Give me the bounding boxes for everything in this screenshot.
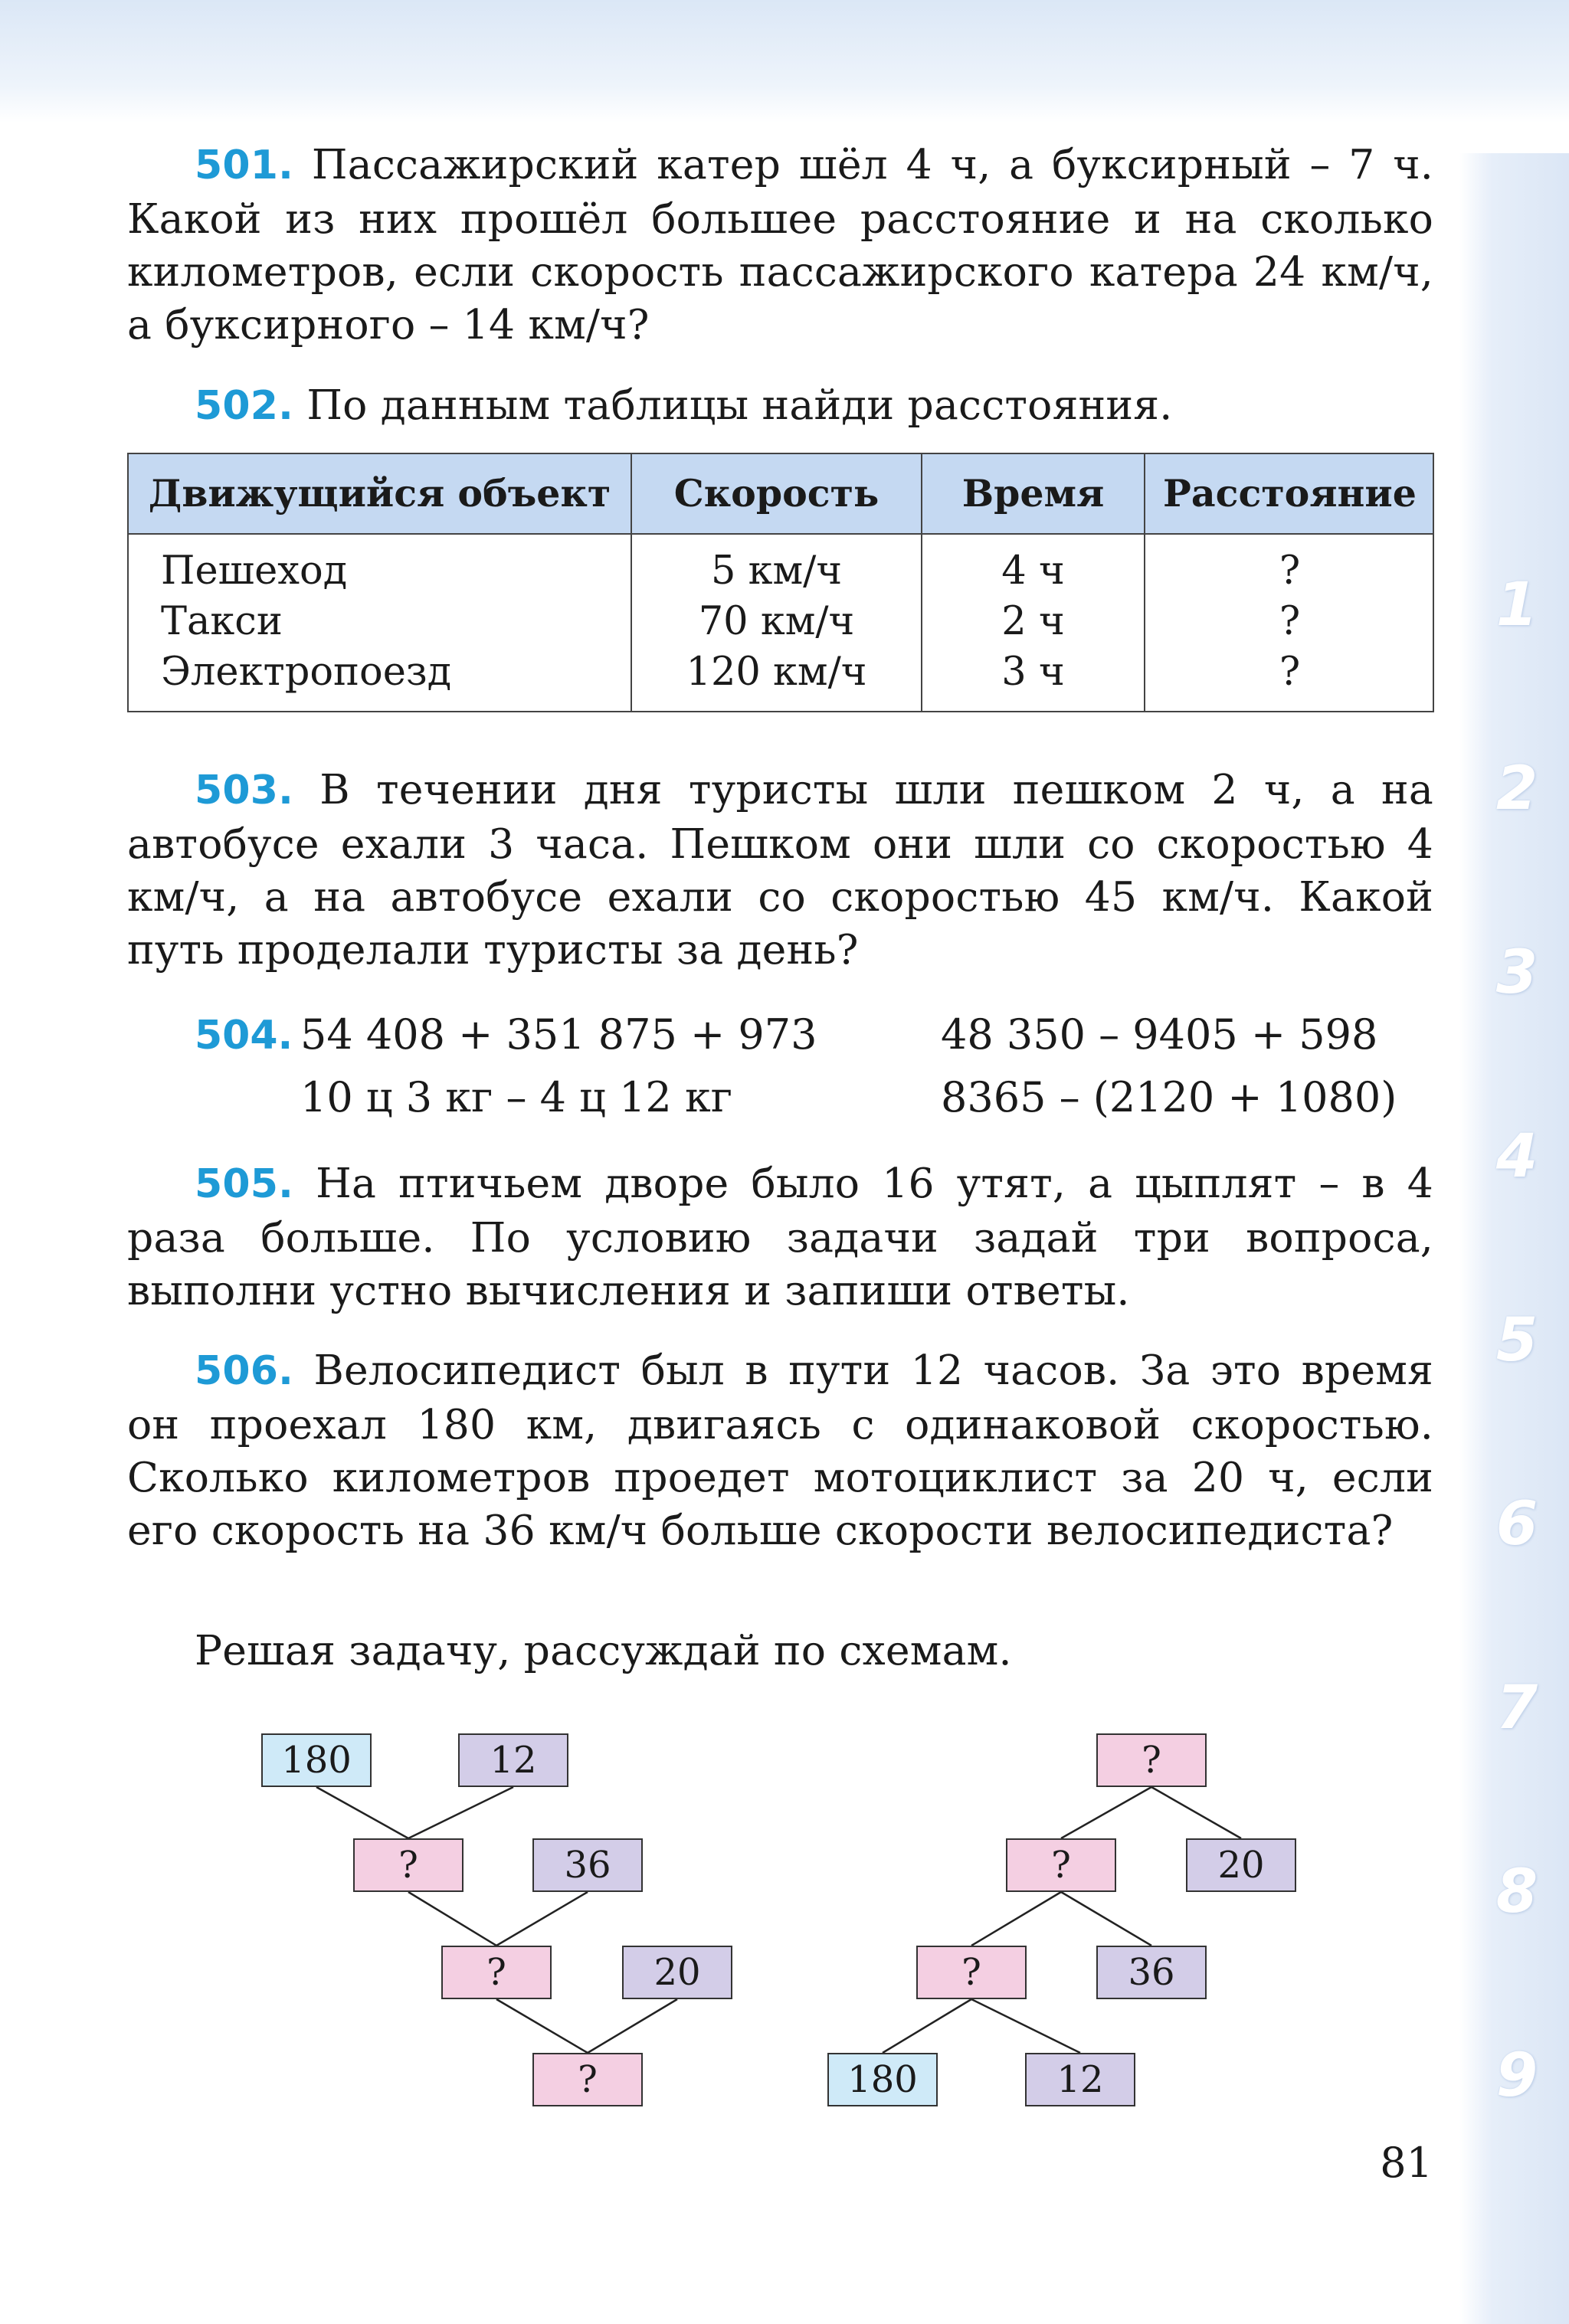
table-cell: Пешеход — [161, 548, 348, 594]
expression: 54 408 + 351 875 + 973 — [300, 1010, 817, 1059]
problem-number: 506. — [195, 1348, 294, 1394]
scheme-box: 12 — [1025, 2053, 1135, 2106]
scheme-box: 36 — [532, 1838, 643, 1892]
chapter-tab-5: 5 — [1495, 1306, 1538, 1375]
chapter-tab-4: 4 — [1495, 1122, 1538, 1191]
chapter-tab-7: 7 — [1495, 1674, 1538, 1743]
problem-number: 502. — [195, 383, 294, 429]
expression: 48 350 – 9405 + 598 — [941, 1010, 1378, 1059]
expression: 10 ц 3 кг – 4 ц 12 кг — [300, 1073, 732, 1121]
scheme-box: 12 — [458, 1733, 568, 1787]
expression: 8365 – (2120 + 1080) — [941, 1073, 1397, 1121]
table-cell: Такси — [161, 599, 283, 644]
scheme-box: ? — [532, 2053, 643, 2106]
header-object: Движущийся объект — [148, 471, 611, 516]
table-cell: ? — [1279, 650, 1301, 695]
scheme-box: 180 — [827, 2053, 938, 2106]
header-time: Время — [961, 471, 1105, 516]
table-cell: Электропоезд — [161, 650, 452, 695]
problem-text: По данным таблицы найди расстояния. — [306, 381, 1173, 429]
table-cell: 2 ч — [1001, 599, 1065, 644]
table-cell: 70 км/ч — [698, 599, 855, 644]
chapter-tab-3: 3 — [1495, 938, 1538, 1007]
problem-number: 501. — [195, 142, 294, 188]
problem-text: Велосипедист был в пути 12 часов. За это время он проехал 180 км, двигаясь с одинаковой скоростью. Сколько километров проедет мотоциклист за 20 ч, если его скорость на 36 км/ч больше скорости велосипедиста? — [127, 1346, 1433, 1554]
chapter-tab-9: 9 — [1495, 2041, 1538, 2110]
scheme-box: 20 — [1186, 1838, 1296, 1892]
table-cell: ? — [1279, 548, 1301, 594]
table-cell: 5 км/ч — [710, 548, 843, 594]
scheme-box: 20 — [622, 1946, 732, 1999]
chapter-tab-1: 1 — [1495, 571, 1538, 640]
chapter-tab-8: 8 — [1495, 1858, 1538, 1926]
problem-number: 503. — [195, 768, 294, 813]
problem-text: В течении дня туристы шли пешком 2 ч, а на автобусе ехали 3 часа. Пешком они шли со скоростью 4 км/ч, а на автобусе ехали со скоростью 45 км/ч. Какой путь проделали туристы за день? — [127, 765, 1433, 974]
scheme-box: 180 — [261, 1733, 372, 1787]
table-cell: ? — [1279, 599, 1301, 644]
scheme-box: ? — [353, 1838, 463, 1892]
table-cell: 3 ч — [1001, 650, 1065, 695]
problem-number: 504. — [195, 1013, 293, 1059]
scheme-box: ? — [441, 1946, 552, 1999]
table-cell: 120 км/ч — [686, 650, 867, 695]
scheme-box: ? — [916, 1946, 1027, 1999]
header-distance: Расстояние — [1163, 471, 1417, 516]
scheme-box: ? — [1006, 1838, 1116, 1892]
scheme-box: ? — [1096, 1733, 1207, 1787]
problem-number: 505. — [195, 1161, 294, 1207]
chapter-tab-6: 6 — [1495, 1490, 1538, 1559]
scheme-box: 36 — [1096, 1946, 1207, 1999]
problem-text: Пассажирский катер шёл 4 ч, а буксирный – 7 ч. Какой из них прошёл большее расстояние и на сколько километров, если скорость пассажирского катера 24 км/ч, а буксирного – 14 км/ч? — [127, 140, 1433, 349]
hint-text: Решая задачу, рассуждай по схемам. — [195, 1626, 1012, 1674]
header-speed: Скорость — [673, 471, 879, 516]
page-number: 81 — [1380, 2139, 1433, 2187]
table-cell: 4 ч — [1001, 548, 1065, 594]
chapter-tab-2: 2 — [1495, 754, 1538, 823]
problem-text: На птичьем дворе было 16 утят, а цыплят – в 4 раза больше. По условию задачи задай три вопроса, выполни устно вычисления и запиши ответы. — [127, 1159, 1433, 1314]
